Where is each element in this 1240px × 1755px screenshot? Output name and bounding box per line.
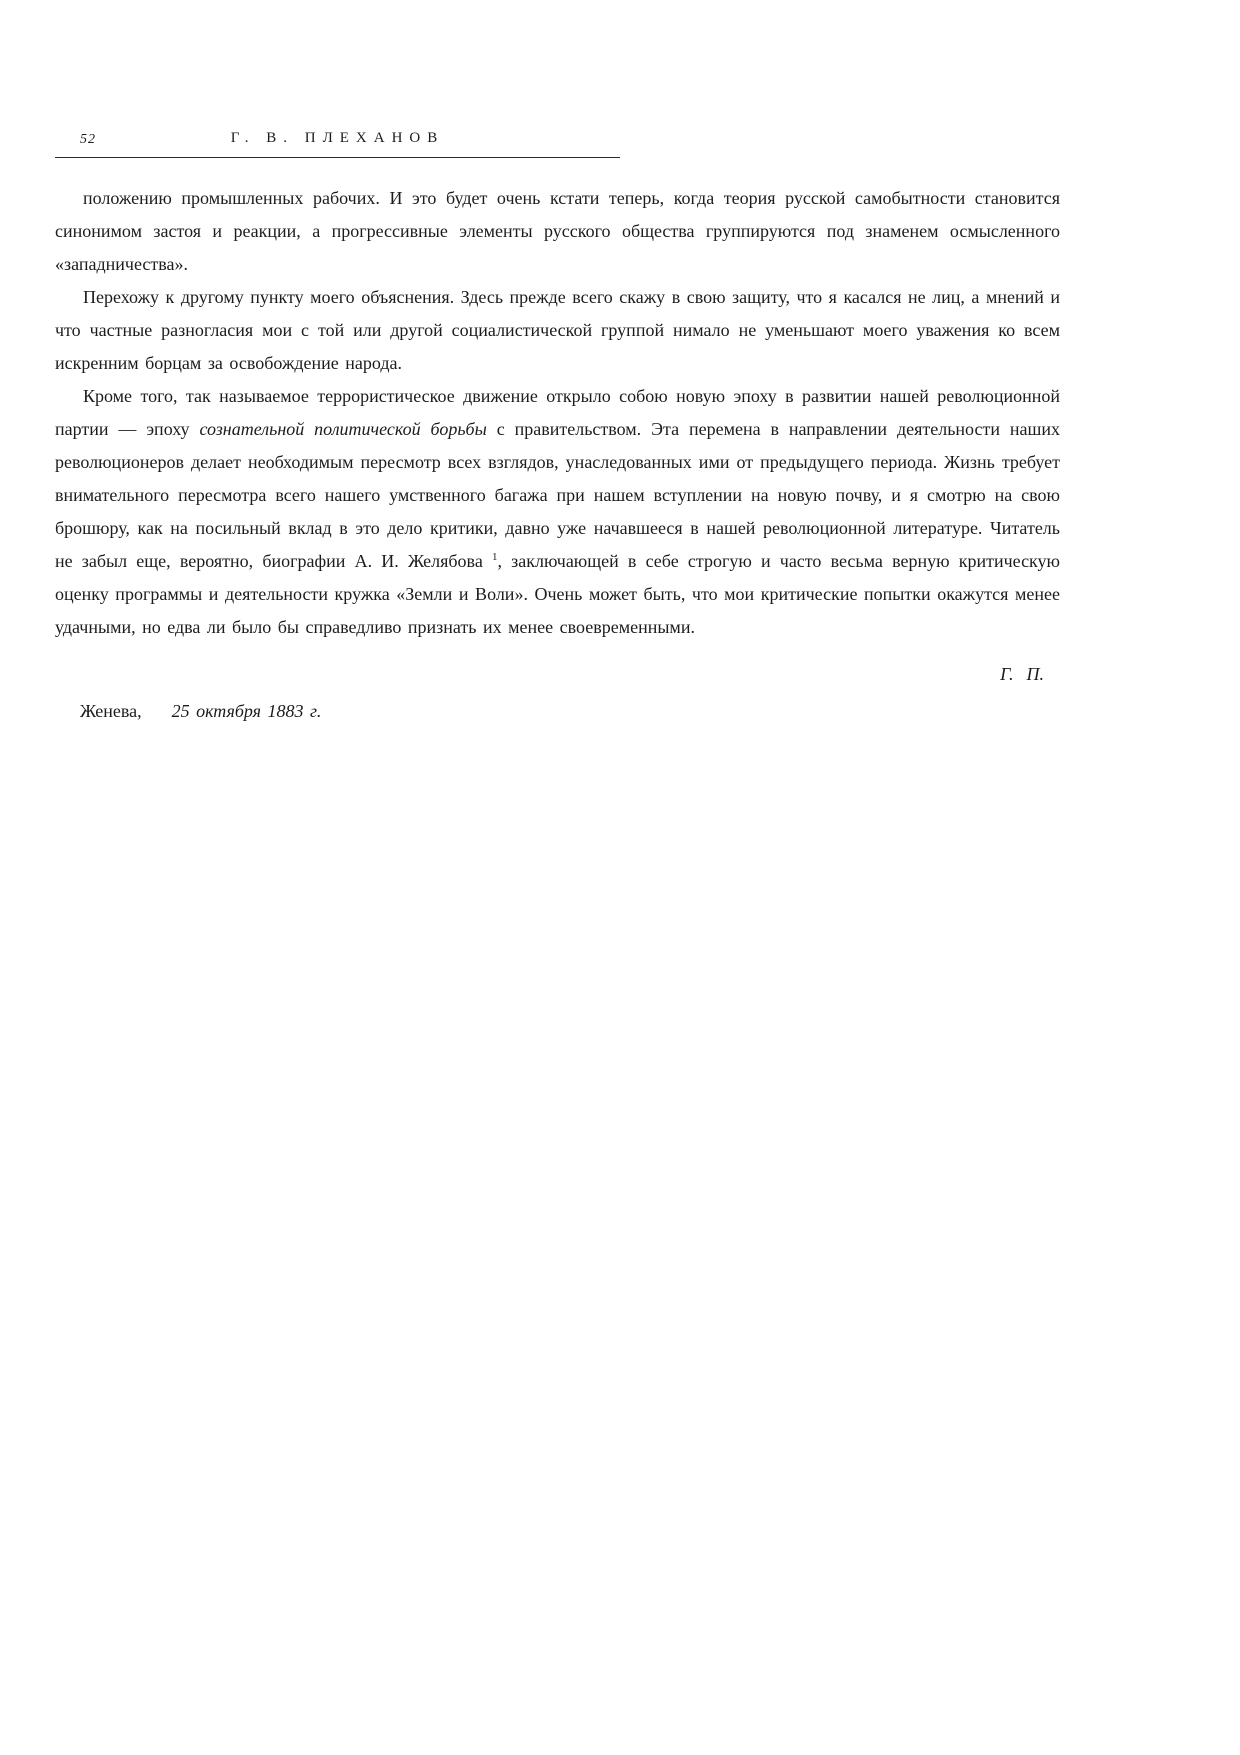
paragraph-3-text-1: Кроме того, так называемое террористическое движение открыло собою новую эпоху в развитии нашей революционной партии — эпоху <box>55 386 1060 439</box>
paragraph-3 <box>55 380 1060 644</box>
dateline-place: Женева, <box>80 701 142 721</box>
paragraph-3-text-3: , заключающей в себе строгую и часто весьма верную критическую оценку программы и деятельности кружка «Земли и Воли». Очень может быть, что мои критические попытки окажутся менее удачными, но едва ли было бы справедливо признать их менее своевременными. <box>55 551 1060 637</box>
dateline-date: 25 октября 1883 г. <box>171 701 322 721</box>
body-text <box>55 182 1060 728</box>
header-rule <box>55 157 620 158</box>
dateline <box>55 695 1060 728</box>
paragraph-2: Перехожу к другому пункту моего объяснения. Здесь прежде всего скажу в свою защиту, что я касался не лиц, а мнений и что частные разногласия мои с той или другой социалистической группой нимало не уменьшают моего уважения ко всем искренним борцам за освобождение народа. <box>55 287 1060 373</box>
page-header <box>55 128 620 154</box>
paragraph-3-italic-phrase: сознательной политической борьбы <box>199 419 487 439</box>
page-number: 52 <box>80 132 96 147</box>
running-title: Г. В. ПЛЕХАНОВ <box>230 130 445 146</box>
paragraph-1: положению промышленных рабочих. И это будет очень кстати теперь, когда теория русской самобытности становится синонимом застоя и реакции, а прогрессивные элементы русского общества группируются под знаменем осмысленного «западничества». <box>55 188 1060 274</box>
footnote-ref-1: 1 <box>492 551 498 563</box>
paragraph-3-text-2: с правительством. Эта перемена в направлении деятельности наших революционеров делает необходимым пересмотр всех взглядов, унаследованных ими от предыдущего периода. Жизнь требует внимательного пересмотра всего нашего умственного багажа при нашем вступлении на новую почву, и я смотрю на свою брошюру, как на посильный вклад в это дело критики, давно уже начавшееся в нашей революционной литературе. Читатель не забыл еще, вероятно, биографии А. И. Желябова <box>55 419 1061 571</box>
signature: Г. П. <box>1000 664 1044 684</box>
